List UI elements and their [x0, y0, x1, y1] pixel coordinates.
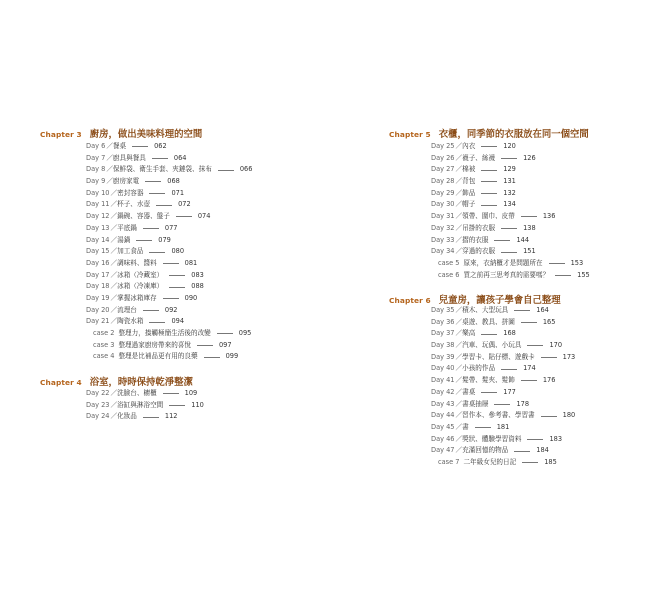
page-number: 138 [523, 223, 536, 232]
entry-label: Day 43 [431, 399, 455, 408]
leader-dash [521, 322, 537, 323]
toc-entry [431, 188, 590, 200]
page-number: 074 [197, 212, 211, 221]
entry-title: 原來，衣納櫃才是問題所在 [463, 258, 543, 267]
entry-label: Day 36 [431, 317, 455, 326]
leader-dash [481, 193, 497, 194]
entry-title: ／冰箱（冷凍庫） [110, 282, 164, 291]
toc-entry [431, 176, 590, 188]
toc-entry-list [86, 388, 204, 423]
toc-entry [86, 235, 252, 247]
page-number: 129 [503, 165, 516, 174]
toc-entry [86, 293, 252, 305]
entry-label: Day 25 [431, 142, 455, 150]
entry-title: ／內衣 [455, 142, 476, 150]
page-number: 064 [173, 153, 187, 162]
chapter-heading [389, 292, 561, 306]
toc-case-entry [86, 351, 252, 363]
entry-title: ／掌握冰箱庫存 [110, 293, 157, 302]
page-number: 181 [496, 422, 510, 431]
page-number: 068 [167, 177, 180, 186]
entry-title: ／穿過的衣服 [455, 247, 496, 256]
toc-entry [431, 199, 590, 211]
entry-title: ／小孩的作品 [455, 364, 496, 373]
leader-dash [501, 369, 517, 370]
page-number: 153 [570, 258, 584, 267]
page-number: 144 [516, 235, 530, 244]
entry-label: Day 31 [431, 212, 455, 221]
entry-title: ／樂高 [455, 329, 476, 338]
leader-dash [143, 417, 159, 418]
toc-entry [431, 211, 590, 223]
page-number: 120 [503, 142, 516, 150]
toc-entry [431, 422, 575, 434]
page-number: 079 [158, 235, 171, 244]
leader-dash [514, 451, 530, 452]
entry-title: ／習作本、參考書、學習書 [455, 411, 535, 420]
toc-entry [431, 387, 575, 399]
toc-entry [431, 235, 590, 247]
leader-dash [152, 158, 168, 159]
toc-entry [86, 188, 252, 200]
entry-label: case 3 [93, 340, 115, 349]
entry-title: ／平底鍋 [110, 223, 137, 232]
entry-title: ／汽車、玩偶、小玩具 [455, 341, 522, 350]
entry-label: Day 9 [86, 177, 106, 186]
entry-title: ／調味料、醬料 [110, 258, 157, 267]
page-number: 088 [191, 282, 204, 291]
toc-entry-list [86, 141, 252, 363]
entry-label: Day 14 [86, 235, 110, 244]
toc-entry [86, 411, 204, 423]
page-number: 072 [178, 200, 191, 209]
entry-title: 整理是比補品更有用的良藥 [118, 352, 198, 361]
leader-dash [204, 357, 220, 358]
leader-dash [156, 205, 172, 206]
entry-title: ／鍋碗、容器、盤子 [110, 212, 170, 221]
toc-entry-list [431, 305, 575, 469]
entry-title: ／摺的衣服 [455, 235, 489, 244]
entry-label: Day 22 [86, 389, 110, 397]
entry-label: Day 12 [86, 212, 110, 221]
page-number: 110 [191, 400, 204, 409]
chapter-title: 衣櫃，同季節的衣服放在同一個空間 [438, 129, 589, 140]
entry-title: ／餐桌 [106, 142, 127, 150]
leader-dash [143, 310, 159, 311]
entry-label: Day 20 [86, 305, 110, 314]
entry-title: ／流理台 [110, 305, 137, 314]
page-number: 173 [562, 352, 576, 361]
page-number: 155 [577, 270, 590, 279]
leader-dash [149, 193, 165, 194]
toc-entry [431, 246, 590, 258]
page-number: 165 [542, 317, 556, 326]
page-number: 083 [191, 270, 204, 279]
toc-entry [431, 410, 575, 422]
leader-dash [541, 416, 557, 417]
page-number: 077 [164, 223, 178, 232]
leader-dash [541, 357, 557, 358]
page-number: 180 [562, 411, 576, 420]
leader-dash [169, 287, 185, 288]
entry-title: ／學習卡、貼仔標、遊戲卡 [455, 352, 535, 361]
page-number: 151 [523, 247, 536, 256]
toc-entry [431, 153, 590, 165]
leader-dash [501, 228, 517, 229]
leader-dash [481, 334, 497, 335]
entry-title: ／襪子、絲襪 [455, 153, 496, 162]
entry-title: ／廚具與餐具 [106, 153, 146, 162]
entry-label: Day 47 [431, 446, 455, 455]
entry-title: ／杯子、水壺 [110, 200, 151, 209]
chapter-title: 廚房，做出美味料理的空間 [89, 129, 203, 140]
entry-label: Day 41 [431, 376, 455, 385]
page-number: 170 [549, 341, 563, 350]
entry-label: Day 40 [431, 364, 455, 373]
entry-label: Day 18 [86, 282, 110, 291]
chapter-heading [40, 374, 193, 388]
chapter-label: Chapter 6 [389, 296, 431, 305]
entry-title: ／保鮮袋、衛生手套、夾鏈袋、抹布 [106, 165, 212, 174]
leader-dash [527, 439, 543, 440]
leader-dash [555, 275, 571, 276]
leader-dash [527, 345, 543, 346]
toc-entry [431, 399, 575, 411]
leader-dash [163, 393, 179, 394]
page-number: 183 [549, 434, 563, 443]
leader-dash [197, 345, 213, 346]
toc-entry [431, 305, 575, 317]
entry-label: Day 35 [431, 306, 455, 314]
entry-label: Day 38 [431, 341, 455, 350]
entry-label: Day 44 [431, 411, 455, 420]
toc-entry [86, 258, 252, 270]
toc-entry [431, 352, 575, 364]
entry-label: Day 42 [431, 387, 455, 396]
page-number: 094 [171, 317, 185, 326]
entry-label: case 4 [93, 352, 115, 361]
entry-title: ／書桌 [455, 387, 476, 396]
entry-label: case 7 [438, 457, 460, 466]
toc-entry [86, 223, 252, 235]
entry-title: ／浴缸與淋浴空間 [110, 400, 164, 409]
entry-label: case 5 [438, 258, 460, 267]
page-number: 066 [239, 165, 253, 174]
toc-entry [86, 211, 252, 223]
leader-dash [217, 333, 233, 334]
toc-entry [86, 176, 252, 188]
entry-title: ／棉被 [455, 165, 476, 174]
page-number: 132 [503, 188, 516, 197]
page-number: 168 [503, 329, 516, 338]
chapter-title: 兒童房，讓孩子學會自己整理 [438, 295, 561, 306]
leader-dash [481, 392, 497, 393]
page-number: 112 [164, 412, 178, 421]
entry-title: 買之前再三思考真的需要嗎？ [463, 270, 550, 279]
leader-dash [163, 298, 179, 299]
leader-dash [163, 263, 179, 264]
leader-dash [176, 216, 192, 217]
leader-dash [521, 380, 537, 381]
toc-entry [431, 164, 590, 176]
entry-title: ／密封容器 [110, 188, 144, 197]
page-number: 095 [238, 329, 252, 337]
entry-title: ／獎狀、體驗學習資料 [455, 434, 522, 443]
entry-label: Day 24 [86, 412, 110, 421]
entry-label: Day 29 [431, 188, 455, 197]
toc-case-entry [431, 258, 590, 270]
entry-title: ／飾品 [455, 188, 476, 197]
entry-title: ／充滿回憶的物品 [455, 446, 509, 455]
entry-label: Day 21 [86, 317, 110, 326]
entry-title: ／書桌抽屜 [455, 399, 489, 408]
entry-title: ／背包 [455, 177, 476, 186]
entry-title: 整理過家廚房帶來的喜悅 [118, 340, 191, 349]
page-number: 099 [225, 352, 239, 361]
entry-title: ／陶瓷水箱 [110, 317, 144, 326]
leader-dash [149, 252, 165, 253]
toc-entry [431, 363, 575, 375]
entry-title: ／吊掛的衣服 [455, 223, 496, 232]
entry-title: ／化妝品 [110, 412, 137, 421]
leader-dash [494, 240, 510, 241]
leader-dash [481, 170, 497, 171]
entry-label: Day 26 [431, 153, 455, 162]
leader-dash [169, 275, 185, 276]
leader-dash [481, 146, 497, 147]
leader-dash [501, 158, 517, 159]
toc-entry [431, 445, 575, 457]
chapter-label: Chapter 4 [40, 378, 82, 387]
entry-label: Day 45 [431, 422, 455, 431]
page-number: 131 [503, 177, 516, 186]
page-number: 090 [184, 293, 198, 302]
leader-dash [521, 216, 537, 217]
leader-dash [143, 228, 159, 229]
toc-entry [86, 400, 204, 412]
entry-label: case 2 [93, 329, 115, 337]
entry-label: Day 27 [431, 165, 455, 174]
entry-label: Day 46 [431, 434, 455, 443]
leader-dash [132, 146, 148, 147]
entry-title: ／帽子 [455, 200, 476, 209]
entry-label: Day 6 [86, 142, 106, 150]
entry-title: ／冰箱（冷藏室） [110, 270, 164, 279]
entry-label: Day 17 [86, 270, 110, 279]
toc-entry [431, 317, 575, 329]
entry-label: Day 39 [431, 352, 455, 361]
leader-dash [169, 405, 185, 406]
page-number: 134 [503, 200, 516, 209]
entry-title: ／髮帶、髮夾、髮飾 [455, 376, 515, 385]
toc-entry [86, 164, 252, 176]
entry-title: ／領帶、圍巾、皮帶 [455, 212, 515, 221]
page-number: 185 [544, 457, 557, 466]
toc-entry-list [431, 141, 590, 281]
leader-dash [501, 252, 517, 253]
page-number: 092 [164, 305, 178, 314]
toc-entry [431, 340, 575, 352]
toc-entry [86, 199, 252, 211]
entry-title: ／加工食品 [110, 247, 144, 256]
leader-dash [149, 322, 165, 323]
page-number: 097 [218, 340, 232, 349]
entry-label: case 6 [438, 270, 460, 279]
leader-dash [136, 240, 152, 241]
entry-title: 二年級女兒的日記 [463, 457, 517, 466]
entry-title: ／桌遊、教具、拼圖 [455, 317, 515, 326]
page-number: 126 [523, 153, 536, 162]
toc-case-entry [431, 270, 590, 282]
chapter-title: 浴室，時時保持乾淨整潔 [89, 377, 193, 388]
page-number: 062 [154, 142, 167, 150]
entry-label: Day 28 [431, 177, 455, 186]
toc-entry [431, 375, 575, 387]
chapter-label: Chapter 3 [40, 130, 82, 139]
leader-dash [475, 427, 491, 428]
chapter-heading [389, 126, 589, 140]
leader-dash [494, 404, 510, 405]
entry-label: Day 23 [86, 400, 110, 409]
toc-entry [86, 141, 252, 153]
entry-label: Day 11 [86, 200, 110, 209]
entry-label: Day 34 [431, 247, 455, 256]
toc-entry [431, 328, 575, 340]
toc-entry [86, 246, 252, 258]
toc-entry [86, 281, 252, 293]
leader-dash [145, 181, 161, 182]
leader-dash [218, 170, 234, 171]
page-number: 136 [542, 212, 556, 221]
toc-entry [86, 388, 204, 400]
entry-title: ／書 [455, 422, 469, 431]
leader-dash [481, 205, 497, 206]
entry-label: Day 19 [86, 293, 110, 302]
entry-label: Day 13 [86, 223, 110, 232]
toc-entry [86, 270, 252, 282]
entry-title: ／廚房家電 [106, 177, 140, 186]
entry-label: Day 10 [86, 188, 110, 197]
toc-case-entry [431, 457, 575, 469]
page-number: 109 [184, 389, 198, 397]
entry-title: ／洗臉台、櫥櫃 [110, 389, 157, 397]
leader-dash [549, 263, 565, 264]
leader-dash [514, 310, 530, 311]
page-number: 071 [171, 188, 185, 197]
leader-dash [522, 462, 538, 463]
entry-title: ／湯鍋 [110, 235, 131, 244]
entry-label: Day 32 [431, 223, 455, 232]
entry-label: Day 37 [431, 329, 455, 338]
entry-title: ／積木、大型玩具 [455, 306, 509, 314]
page-number: 174 [523, 364, 536, 373]
toc-entry [431, 223, 590, 235]
entry-label: Day 30 [431, 200, 455, 209]
toc-case-entry [86, 328, 252, 340]
entry-label: Day 33 [431, 235, 455, 244]
entry-label: Day 8 [86, 165, 106, 174]
page-number: 178 [516, 399, 530, 408]
toc-entry [431, 141, 590, 153]
toc-entry [86, 153, 252, 165]
entry-label: Day 16 [86, 258, 110, 267]
toc-entry [431, 434, 575, 446]
page-number: 081 [184, 258, 198, 267]
entry-label: Day 15 [86, 247, 110, 256]
page-number: 164 [536, 306, 549, 314]
entry-label: Day 7 [86, 153, 106, 162]
chapter-label: Chapter 5 [389, 130, 431, 139]
page-number: 177 [503, 387, 516, 396]
leader-dash [481, 181, 497, 182]
toc-entry [86, 305, 252, 317]
toc-entry [86, 316, 252, 328]
page-number: 080 [171, 247, 185, 256]
page-number: 184 [536, 446, 549, 455]
entry-title: 整理力，揍觸極簡生活後的改變 [118, 329, 211, 337]
toc-case-entry [86, 340, 252, 352]
chapter-heading [40, 126, 202, 140]
page-number: 176 [542, 376, 556, 385]
